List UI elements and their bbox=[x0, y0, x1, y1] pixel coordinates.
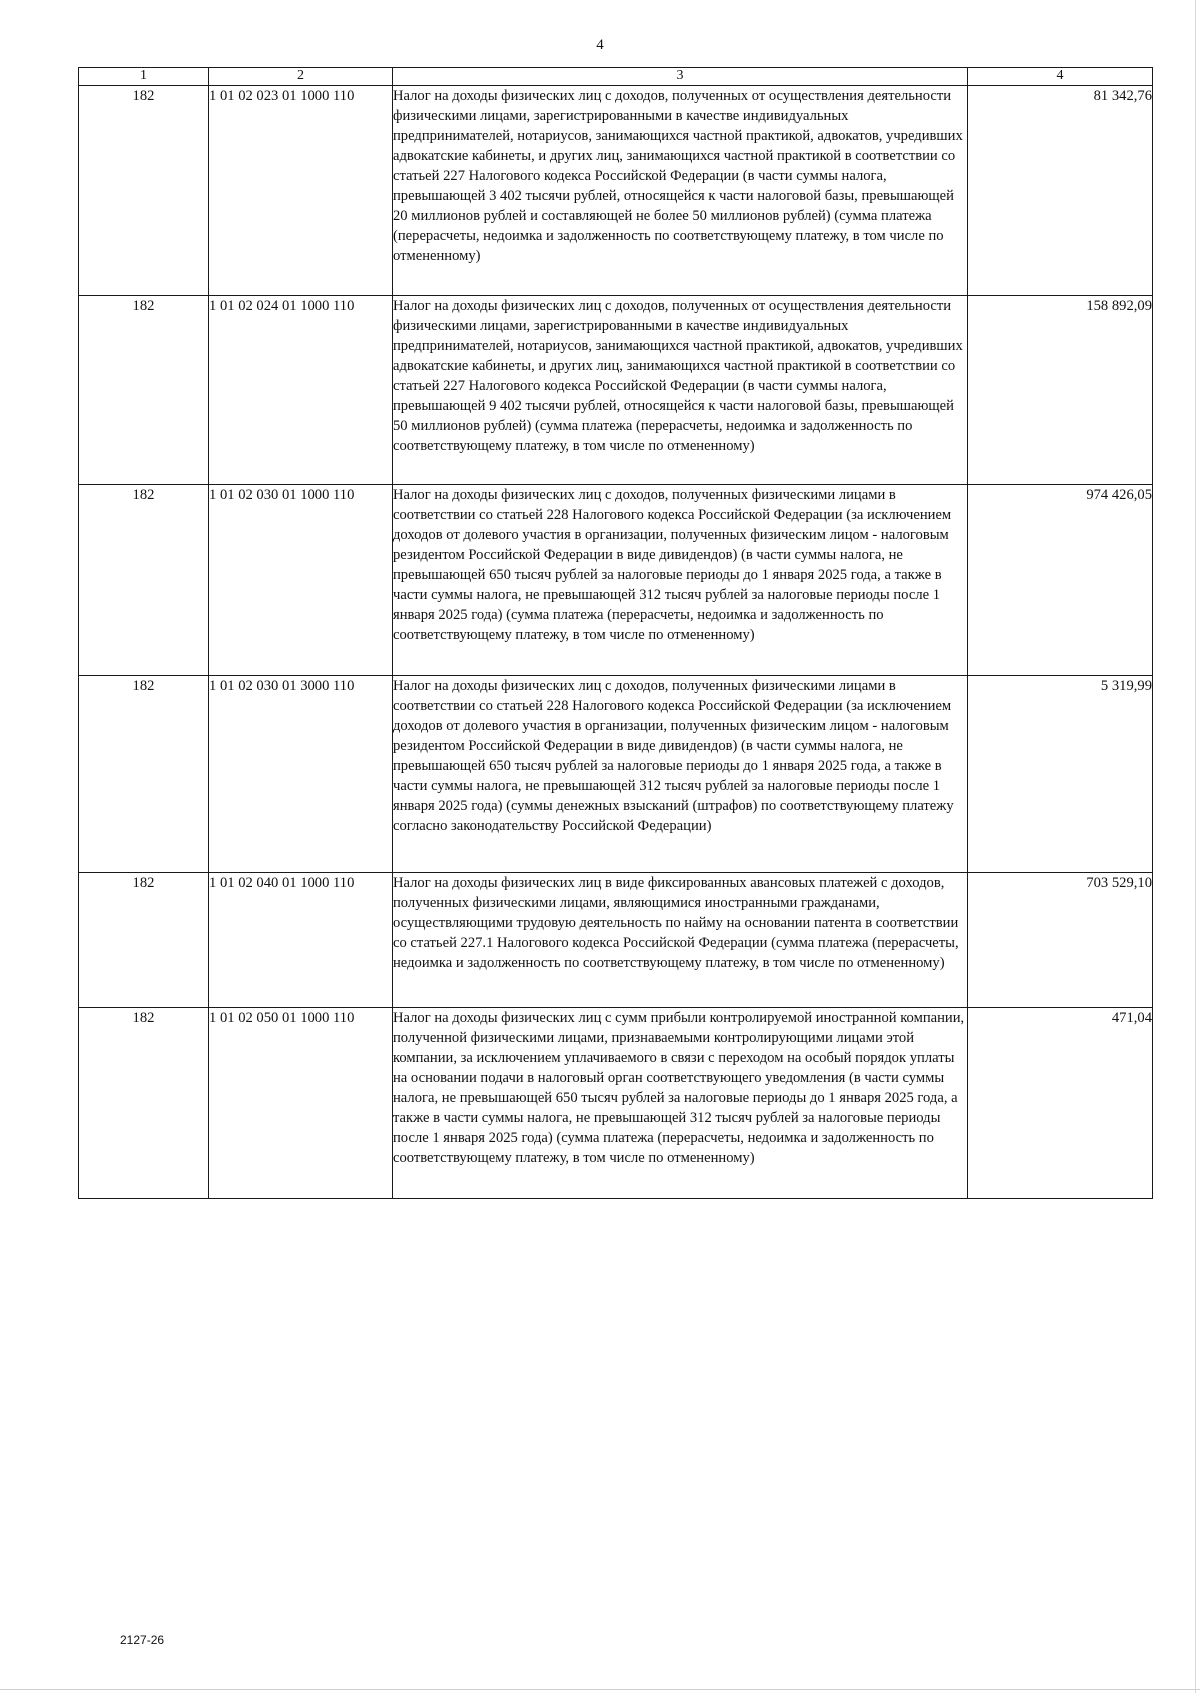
amount-cell: 974 426,05 bbox=[968, 485, 1153, 676]
admin-code-cell: 182 bbox=[79, 485, 209, 676]
table-row bbox=[79, 485, 1153, 676]
column-header-4: 4 bbox=[968, 68, 1153, 86]
admin-code-cell: 182 bbox=[79, 86, 209, 296]
admin-code-cell: 182 bbox=[79, 676, 209, 873]
admin-code-cell: 182 bbox=[79, 1008, 209, 1199]
budget-code-cell: 1 01 02 030 01 1000 110 bbox=[209, 485, 393, 676]
table-header-row bbox=[79, 68, 1153, 86]
document-footer-code: 2127-26 bbox=[120, 1633, 165, 1647]
column-header-1: 1 bbox=[79, 68, 209, 86]
column-header-2: 2 bbox=[209, 68, 393, 86]
budget-code-cell: 1 01 02 030 01 3000 110 bbox=[209, 676, 393, 873]
amount-cell: 471,04 bbox=[968, 1008, 1153, 1199]
admin-code-cell: 182 bbox=[79, 296, 209, 485]
table-row bbox=[79, 1008, 1153, 1199]
budget-code-cell: 1 01 02 040 01 1000 110 bbox=[209, 873, 393, 1008]
table-row bbox=[79, 296, 1153, 485]
description-cell: Налог на доходы физических лиц с доходов, полученных от осуществления деятельности физическими лицами, зарегистрированными в качестве индивидуальных предпринимателей, нотариусов, занимающихся частной практикой, адвокатов, учредивших адвокатские кабинеты, и других лиц, занимающихся частной практикой в соответствии со статьей 227 Налогового кодекса Российской Федерации (в части суммы налога, превышающей 9 402 тысячи рублей, относящейся к части налоговой базы, превышающей 50 миллионов рублей) (сумма платежа (перерасчеты, недоимка и задолженность по соответствующему платежу, в том числе по отмененному) bbox=[393, 296, 968, 485]
column-header-3: 3 bbox=[393, 68, 968, 86]
amount-cell: 703 529,10 bbox=[968, 873, 1153, 1008]
amount-cell: 158 892,09 bbox=[968, 296, 1153, 485]
description-cell: Налог на доходы физических лиц с доходов, полученных физическими лицами в соответствии со статьей 228 Налогового кодекса Российской Федерации (за исключением доходов от долевого участия в организации, полученных физическим лицом - налоговым резидентом Российской Федерации в виде дивидендов) (в части суммы налога, не превышающей 650 тысяч рублей за налоговые периоды до 1 января 2025 года, а также в части суммы налога, не превышающей 312 тысяч рублей за налоговые периоды после 1 января 2025 года) (суммы денежных взысканий (штрафов) по соответствующему платежу согласно законодательству Российской Федерации) bbox=[393, 676, 968, 873]
table-row bbox=[79, 676, 1153, 873]
description-cell: Налог на доходы физических лиц с доходов, полученных от осуществления деятельности физическими лицами, зарегистрированными в качестве индивидуальных предпринимателей, нотариусов, занимающихся частной практикой, адвокатов, учредивших адвокатские кабинеты, и других лиц, занимающихся частной практикой в соответствии со статьей 227 Налогового кодекса Российской Федерации (в части суммы налога, превышающей 3 402 тысячи рублей, относящейся к части налоговой базы, превышающей 20 миллионов рублей и составляющей не более 50 миллионов рублей) (сумма платежа (перерасчеты, недоимка и задолженность по соответствующему платежу, в том числе по отмененному) bbox=[393, 86, 968, 296]
page-number: 4 bbox=[596, 37, 604, 53]
description-cell: Налог на доходы физических лиц с доходов, полученных физическими лицами в соответствии со статьей 228 Налогового кодекса Российской Федерации (за исключением доходов от долевого участия в организации, полученных физическим лицом - налоговым резидентом Российской Федерации в виде дивидендов) (в части суммы налога, не превышающей 650 тысяч рублей за налоговые периоды до 1 января 2025 года, а также в части суммы налога, не превышающей 312 тысяч рублей за налоговые периоды после 1 января 2025 года) (сумма платежа (перерасчеты, недоимка и задолженность по соответствующему платежу, в том числе по отмененному) bbox=[393, 485, 968, 676]
budget-code-cell: 1 01 02 023 01 1000 110 bbox=[209, 86, 393, 296]
description-cell: Налог на доходы физических лиц в виде фиксированных авансовых платежей с доходов, полученных физическими лицами, являющимися иностранными гражданами, осуществляющими трудовую деятельность по найму на основании патента в соответствии со статьей 227.1 Налогового кодекса Российской Федерации (сумма платежа (перерасчеты, недоимка и задолженность по соответствующему платежу, в том числе по отмененному) bbox=[393, 873, 968, 1008]
description-cell: Налог на доходы физических лиц с сумм прибыли контролируемой иностранной компании, полученной физическими лицами, признаваемыми контролирующими лицами этой компании, за исключением уплачиваемого в связи с переходом на особый порядок уплаты на основании подачи в налоговый орган соответствующего уведомления (в части суммы налога, не превышающей 650 тысяч рублей за налоговые периоды до 1 января 2025 года, а также в части суммы налога, не превышающей 312 тысяч рублей за налоговые периоды после 1 января 2025 года) (сумма платежа (перерасчеты, недоимка и задолженность по соответствующему платежу, в том числе по отмененному) bbox=[393, 1008, 968, 1199]
budget-code-cell: 1 01 02 050 01 1000 110 bbox=[209, 1008, 393, 1199]
amount-cell: 81 342,76 bbox=[968, 86, 1153, 296]
scan-edge-line bbox=[1195, 0, 1196, 1693]
amount-cell: 5 319,99 bbox=[968, 676, 1153, 873]
table-row bbox=[79, 86, 1153, 296]
table-row bbox=[79, 873, 1153, 1008]
budget-code-cell: 1 01 02 024 01 1000 110 bbox=[209, 296, 393, 485]
revenue-table bbox=[78, 67, 1153, 1199]
scan-edge-line bbox=[0, 1689, 1200, 1690]
admin-code-cell: 182 bbox=[79, 873, 209, 1008]
